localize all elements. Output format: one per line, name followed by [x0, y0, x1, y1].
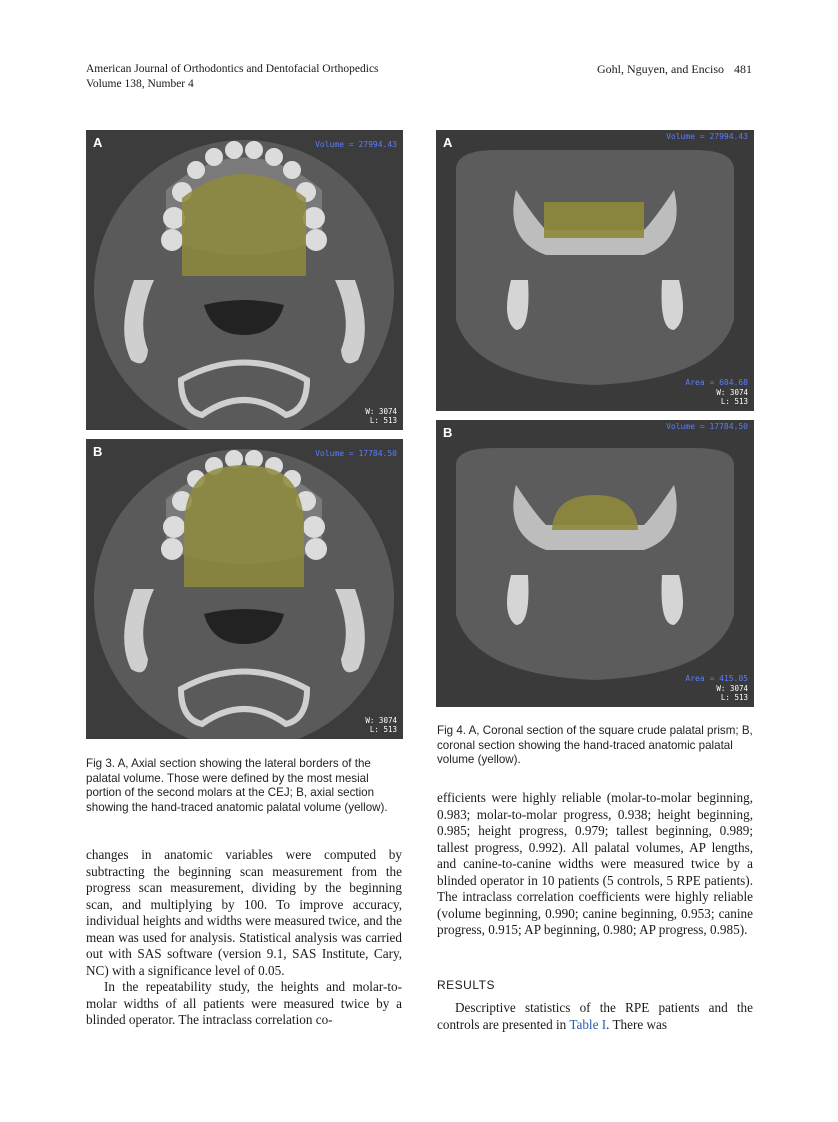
right-column-text: [437, 790, 753, 939]
panel-letter: B: [443, 425, 453, 440]
window-level-readout: W: 3074 L: 513: [365, 407, 397, 425]
paragraph-text: Descriptive statistics of the RPE patients and the controls are presented in: [437, 1000, 753, 1032]
axial-ct-image: [86, 439, 403, 739]
author-names: Gohl, Nguyen, and Enciso: [597, 62, 724, 76]
fig4-panel-b: [436, 420, 754, 707]
panel-letter: A: [93, 135, 103, 150]
volume-readout: Volume = 27994.43: [315, 140, 397, 149]
journal-volume: Volume 138, Number 4: [86, 78, 194, 90]
area-readout: Area = 415.05: [685, 674, 748, 683]
window-level-readout: W: 3074 L: 513: [716, 684, 748, 702]
area-readout: Area = 604.68: [685, 378, 748, 387]
fig3-caption: Fig 3. A, Axial section showing the lateral borders of the palatal volume. Those were defined by the most mesial portion of the second molars at the CEJ; B, axial section showing the hand-traced anatomic palatal volume (yellow).: [86, 757, 388, 814]
window-level-readout: W: 3074 L: 513: [365, 716, 397, 734]
fig3-panel-b: [86, 439, 403, 739]
left-column-text: [86, 847, 402, 1029]
panel-letter: A: [443, 135, 453, 150]
window-level-readout: W: 3074 L: 513: [716, 388, 748, 406]
panel-letter: B: [93, 444, 103, 459]
coronal-ct-image: [436, 130, 754, 411]
paragraph: efficients were highly reliable (molar-to-molar beginning, 0.983; molar-to-molar progress, 0.938; height beginning, 0.985; height progress, 0.979; tallest beginning, 0.989; tallest progress, 0.992). All palatal volumes, AP lengths, and canine-to-canine widths were measured twice by a blinded operator in 10 patients (5 controls, 5 RPE patients). The intraclass correlation coefficients were highly reliable (volume beginning, 0.990; canine beginning, 0.953; canine progress, 0.915; AP beginning, 0.980; AP progress, 0.985).: [437, 790, 753, 937]
paragraph: In the repeatability study, the heights and molar-to-molar widths of all patients were measured twice by a blinded operator. The intraclass correlation co-: [86, 979, 402, 1027]
fig4-caption: Fig 4. A, Coronal section of the square crude palatal prism; B, coronal section showing the hand-traced anatomic palatal volume (yellow).: [437, 724, 753, 766]
section-heading-results: RESULTS: [437, 978, 495, 992]
page-number: 481: [734, 62, 752, 76]
axial-ct-image: [86, 130, 403, 430]
paragraph: changes in anatomic variables were computed by subtracting the beginning scan measurement from the progress scan measurement, dividing by the beginning scan, and multiplying by 100. To improve accuracy, individual heights and widths were measured twice, and the mean was used for analysis. Statistical analysis was carried out with SAS software (version 9.1, SAS Institute, Cary, NC) with a significance level of 0.05.: [86, 847, 402, 978]
paragraph-text: . There was: [606, 1016, 668, 1032]
volume-readout: Volume = 17784.50: [315, 449, 397, 458]
fig3-panel-a: [86, 130, 403, 430]
volume-readout: Volume = 27994.43: [666, 132, 748, 141]
running-header-journal: [86, 62, 379, 92]
table-link[interactable]: Table I: [569, 1016, 607, 1032]
volume-readout: Volume = 17784.50: [666, 422, 748, 431]
coronal-ct-image: [436, 420, 754, 707]
results-paragraph: [437, 1000, 753, 1033]
running-header-authors: [597, 62, 752, 77]
fig4-panel-a: [436, 130, 754, 411]
journal-title: American Journal of Orthodontics and Dentofacial Orthopedics: [86, 63, 379, 75]
